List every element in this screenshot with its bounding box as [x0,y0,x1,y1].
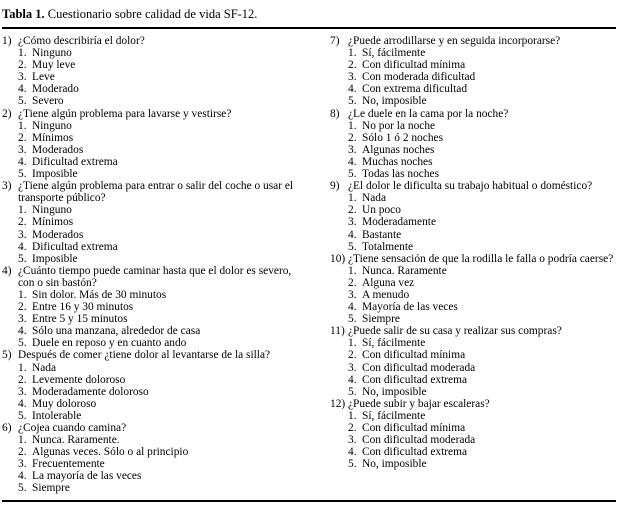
option-number: 4. [348,83,357,96]
answer-option [2,313,312,325]
option-number: 4. [18,83,27,96]
bottom-rule [2,500,616,502]
option-number: 5. [18,482,27,495]
top-rule [2,27,616,29]
option-number: 5. [348,385,357,398]
option-number: 3. [18,385,27,398]
answer-option [2,301,312,313]
question-text: ¿Tiene algún problema para lavarse y vestirse? [18,107,232,120]
answer-option [330,71,620,83]
answer-option [330,229,620,241]
question-block [330,325,620,398]
answer-option [2,241,312,253]
option-text: Muy leve [32,59,76,72]
option-number: 2. [348,204,357,217]
option-text: Sólo 1 ó 2 noches [362,131,443,144]
question-block [330,35,620,108]
option-text: Nada [362,192,387,205]
answer-option [2,434,312,446]
option-text: Moderadamente [362,216,437,229]
option-number: 4. [18,397,27,410]
answer-option [330,410,620,422]
option-number: 4. [348,228,357,241]
option-number: 2. [348,59,357,72]
option-number: 4. [18,240,27,253]
option-text: Nada [32,361,57,374]
option-number: 1. [18,119,27,132]
option-number: 1. [18,204,27,217]
question-text: Después de comer ¿tiene dolor al levantarse de la silla? [18,349,271,362]
answer-option [330,337,620,349]
question-line [330,253,620,265]
question-line [2,108,312,120]
question-block [2,265,312,350]
option-text: Sí, fácilmente [362,47,426,60]
answer-option [330,349,620,361]
answer-option [330,95,620,107]
answer-option [2,47,312,59]
answer-option [330,386,620,398]
option-number: 5. [348,240,357,253]
answer-option [330,216,620,228]
option-text: Algunas noches [362,143,435,156]
answer-option [330,120,620,132]
option-text: Siempre [32,482,70,495]
question-line [2,422,312,434]
option-text: Con moderada dificultad [362,71,476,84]
option-number: 4. [348,301,357,314]
option-number: 2. [348,422,357,434]
answer-option [330,59,620,71]
question-number: 2) [2,107,12,120]
option-text: Dificultad extrema [32,240,118,253]
question-text: ¿Le duele en la cama por la noche? [348,107,509,120]
option-number: 5. [18,409,27,422]
question-block [330,108,620,181]
option-number: 1. [348,47,357,60]
question-line [330,35,620,47]
option-number: 1. [18,288,27,301]
answer-option [2,132,312,144]
option-text: Moderadamente doloroso [32,385,149,398]
question-line [2,349,312,361]
option-number: 3. [18,71,27,84]
option-number: 3. [348,288,357,301]
option-text: Algunas veces. Sólo o al principio [32,446,189,459]
answer-option [330,362,620,374]
question-block [2,422,312,495]
option-text: Leve [32,71,55,84]
answer-option [2,216,312,228]
answer-option [2,482,312,494]
option-text: La mayoría de las veces [32,470,142,483]
answer-option [330,458,620,470]
option-text: Con dificultad moderada [362,361,476,374]
option-text: A menudo [362,288,410,301]
option-number: 1. [18,361,27,374]
question-line [330,325,620,337]
option-text: Nunca. Raramente. [32,434,120,447]
question-text: ¿El dolor le dificulta su trabajo habitual o doméstico? [348,180,593,193]
option-number: 5. [18,95,27,108]
answer-option [2,410,312,422]
option-text: Nunca. Raramente [362,264,447,277]
option-text: Alguna vez [362,276,415,289]
option-number: 5. [348,168,357,181]
answer-option [2,95,312,107]
option-number: 3. [348,434,357,447]
option-number: 3. [18,313,27,326]
option-number: 3. [348,216,357,229]
option-number: 5. [348,313,357,326]
answer-option [330,289,620,301]
option-number: 4. [348,446,357,459]
option-number: 3. [348,143,357,156]
option-text: Ninguno [32,47,72,60]
option-text: Un poco [362,204,401,217]
option-text: Moderados [32,228,84,241]
option-text: No, imposible [362,385,427,398]
option-number: 4. [348,155,357,168]
option-text: Severo [32,95,64,108]
option-number: 4. [18,155,27,168]
question-block [330,180,620,253]
option-text: Siempre [362,313,400,326]
option-text: Intolerable [32,409,82,422]
option-number: 2. [18,373,27,386]
option-text: Imposible [32,168,78,181]
answer-option [330,265,620,277]
caption-label: Tabla 1. [2,7,45,21]
question-block [2,108,312,181]
option-text: Con dificultad mínima [362,59,466,72]
answer-option [330,301,620,313]
option-number: 5. [348,458,357,471]
option-text: Ninguno [32,119,72,132]
option-text: Sin dolor. Más de 30 minutos [32,288,167,301]
question-line [330,398,620,410]
answer-option [2,168,312,180]
question-block [330,253,620,326]
option-text: Sí, fácilmente [362,409,426,422]
answer-option [2,253,312,265]
answer-option [330,192,620,204]
question-number: 10) [330,252,346,265]
option-text: Con extrema dificultad [362,83,468,96]
question-text: ¿Cojea cuando camina? [18,422,127,434]
option-text: Imposible [32,252,78,265]
question-number: 9) [330,180,340,193]
answer-option [330,434,620,446]
answer-option [2,386,312,398]
question-text: ¿Cuánto tiempo puede caminar hasta que el dolor es severo, con o sin bastón? [18,264,292,289]
option-text: No por la noche [362,119,436,132]
option-number: 1. [348,119,357,132]
option-text: Moderados [32,143,84,156]
option-number: 1. [348,192,357,205]
option-number: 3. [18,228,27,241]
answer-option [330,204,620,216]
answer-option [2,71,312,83]
answer-option [2,362,312,374]
answer-option [330,132,620,144]
answer-option [330,83,620,95]
answer-option [2,470,312,482]
question-number: 7) [330,35,340,47]
option-text: Entre 5 y 15 minutos [32,313,128,326]
answer-option [2,144,312,156]
option-text: Con dificultad moderada [362,434,476,447]
question-number: 8) [330,107,340,120]
option-text: Entre 16 y 30 minutos [32,301,134,314]
answer-option [330,241,620,253]
option-text: Con dificultad mínima [362,349,466,362]
answer-option [2,204,312,216]
question-text: ¿Cómo describiría el dolor? [18,35,145,47]
option-number: 5. [18,168,27,181]
table-caption [2,7,257,22]
answer-option [2,337,312,349]
question-line [330,180,620,192]
option-number: 4. [18,470,27,483]
question-number: 12) [330,397,346,410]
question-text: ¿Tiene sensación de que la rodilla le falla o podría caerse? [348,252,614,265]
answer-option [2,59,312,71]
answer-option [2,398,312,410]
answer-option [330,422,620,434]
answer-option [2,325,312,337]
option-number: 3. [18,143,27,156]
answer-option [2,289,312,301]
option-number: 2. [348,276,357,289]
answer-option [2,374,312,386]
questions-column-left [2,35,312,495]
option-number: 2. [18,59,27,72]
option-number: 1. [18,434,27,447]
question-line [2,180,312,204]
option-text: Con dificultad extrema [362,373,468,386]
option-text: Mayoría de las veces [362,301,458,314]
option-number: 3. [348,71,357,84]
option-number: 1. [348,409,357,422]
question-block [2,180,312,265]
answer-option [2,458,312,470]
option-text: Dificultad extrema [32,155,118,168]
option-text: Moderado [32,83,79,96]
option-text: Muy doloroso [32,397,97,410]
option-text: No, imposible [362,95,427,108]
question-number: 5) [2,349,12,362]
option-text: Mínimos [32,131,74,144]
option-text: Ninguno [32,204,72,217]
question-number: 3) [2,180,12,193]
option-number: 2. [18,216,27,229]
questions-column-right [330,35,620,470]
option-number: 4. [18,325,27,338]
option-text: Totalmente [362,240,414,253]
question-block [2,349,312,422]
question-number: 1) [2,35,12,47]
caption-text: Cuestionario sobre calidad de vida SF-12. [47,7,258,21]
option-number: 1. [348,264,357,277]
option-text: Muchas noches [362,155,433,168]
option-number: 3. [18,458,27,471]
answer-option [330,277,620,289]
option-number: 2. [348,349,357,362]
answer-option [330,374,620,386]
option-text: Sí, fácilmente [362,337,426,350]
question-text: ¿Puede subir y bajar escaleras? [348,397,490,410]
option-number: 2. [348,131,357,144]
answer-option [330,144,620,156]
option-text: Bastante [362,228,402,241]
option-number: 1. [18,47,27,60]
option-number: 2. [18,301,27,314]
option-text: No, imposible [362,458,427,471]
option-number: 2. [18,446,27,459]
option-text: Todas las noches [362,168,440,181]
answer-option [2,229,312,241]
option-number: 2. [18,131,27,144]
question-number: 4) [2,264,12,277]
question-text: ¿Tiene algún problema para entrar o salir del coche o usar el transporte público? [18,180,294,205]
question-block [330,398,620,471]
option-number: 5. [18,252,27,265]
question-line [2,35,312,47]
answer-option [330,446,620,458]
answer-option [2,120,312,132]
answer-option [2,156,312,168]
option-number: 3. [348,361,357,374]
question-line [2,265,312,289]
question-number: 6) [2,422,12,434]
option-number: 5. [348,95,357,108]
answer-option [2,446,312,458]
option-text: Con dificultad extrema [362,446,468,459]
option-text: Con dificultad mínima [362,422,466,434]
question-number: 11) [330,325,345,338]
question-block [2,35,312,108]
answer-option [330,313,620,325]
option-text: Mínimos [32,216,74,229]
answer-option [330,156,620,168]
question-line [330,108,620,120]
answer-option [2,83,312,95]
option-number: 1. [348,337,357,350]
option-text: Duele en reposo y en cuanto ando [32,337,187,350]
answer-option [330,47,620,59]
option-text: Frecuentemente [32,458,105,471]
option-text: Sólo una manzana, alrededor de casa [32,325,201,338]
question-text: ¿Puede salir de su casa y realizar sus compras? [348,325,562,338]
option-text: Levemente doloroso [32,373,126,386]
option-number: 5. [18,337,27,350]
answer-option [330,168,620,180]
question-text: ¿Puede arrodillarse y en seguida incorporarse? [348,35,561,47]
option-number: 4. [348,373,357,386]
